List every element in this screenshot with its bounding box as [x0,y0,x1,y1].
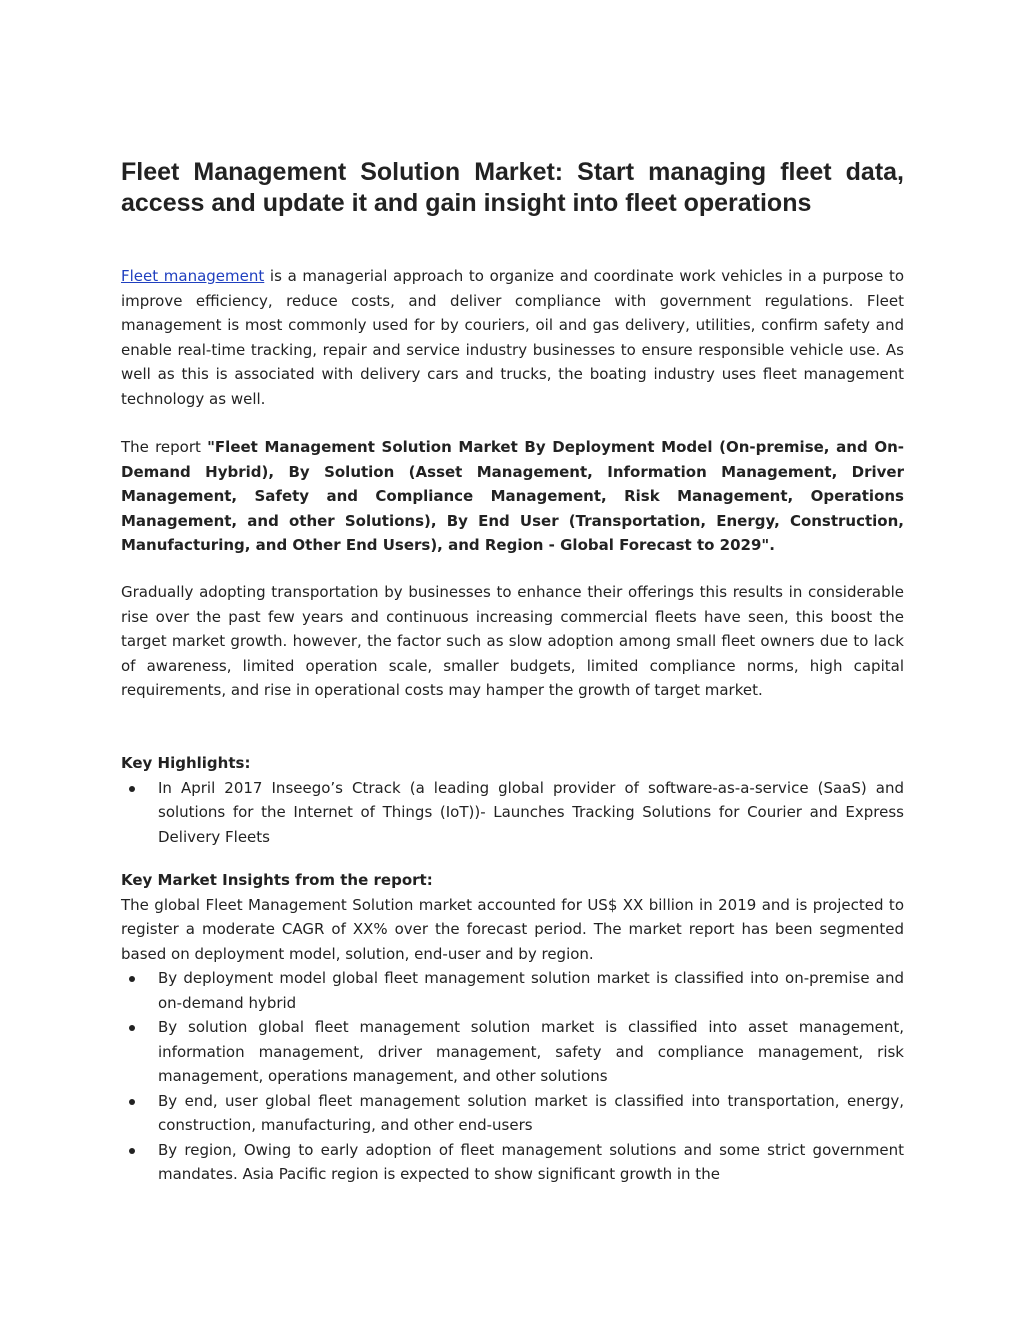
fleet-management-link[interactable]: Fleet management [121,267,265,285]
bullet-icon [129,1148,135,1154]
page-title: Fleet Management Solution Market: Start managing fleet data, access and update it and gain insight into fleet operations [121,158,904,217]
key-highlights-list [121,776,904,850]
bullet-icon [129,976,135,982]
key-highlights-section [121,751,904,849]
list-item [121,1138,904,1187]
list-item-text: By end, user global fleet management solution market is classified into transportation, energy, construction, manufacturing, and other end-users [158,1091,904,1134]
list-item-text: By solution global fleet management solution market is classified into asset management, information management, driver management, safety and compliance management, risk management, operations management, and other solutions [158,1018,904,1085]
list-item-text: In April 2017 Inseego’s Ctrack (a leading global provider of software-as-a-service (SaaS) and solutions for the Internet of Things (IoT))- Launches Tracking Solutions for Courier and Express Delivery Fleets [158,778,904,846]
report-title: "Fleet Management Solution Market By Deployment Model (On-premise, and On-Demand Hybrid), By Solution (Asset Management, Information Management, Driver Management, Safety and Compliance Management, Risk Management, Operations Management, and other Solutions), By End User (Transportation, Energy, Construction, Manufacturing, and Other End Users), and Region - Global Forecast to 2029". [121,438,904,554]
key-insights-list [121,966,904,1187]
list-item [121,966,904,1015]
market-growth-paragraph: Gradually adopting transportation by businesses to enhance their offerings this results in considerable rise over the past few years and continuous increasing commercial fleets have seen, this boost the target market growth. however, the factor such as slow adoption among small fleet owners due to lack of awareness, limited operation scale, smaller budgets, limited compliance norms, high capital requirements, and rise in operational costs may hamper the growth of target market. [121,583,904,699]
key-highlights-heading: Key Highlights: [121,754,251,772]
list-item-text: By deployment model global fleet management solution market is classified into on-premise and on-demand hybrid [158,969,904,1012]
key-insights-section [121,868,904,1187]
bullet-icon [129,786,135,792]
list-item [121,1089,904,1138]
report-prefix: The report [121,438,208,456]
key-insights-paragraph: The global Fleet Management Solution market accounted for US$ XX billion in 2019 and is projected to register a moderate CAGR of XX% over the forecast period. The market report has been segmented based on deployment model, solution, end-user and by region. [121,895,904,963]
bullet-icon [129,1025,135,1031]
intro-text: is a managerial approach to organize and coordinate work vehicles in a purpose to improve efficiency, reduce costs, and deliver compliance with government regulations. Fleet management is most commonly used for by couriers, oil and gas delivery, utilities, confirm safety and enable real-time tracking, repair and service industry businesses to ensure responsible vehicle use. As well as this is associated with delivery cars and trucks, the boating industry uses fleet management technology as well. [121,267,904,408]
list-item [121,1015,904,1089]
list-item [121,776,904,850]
bullet-icon [129,1099,135,1105]
key-insights-heading: Key Market Insights from the report: [121,871,433,889]
report-paragraph [121,435,904,558]
intro-paragraph [121,264,904,411]
list-item-text: By region, Owing to early adoption of fleet management solutions and some strict government mandates. Asia Pacific region is expected to show significant growth in the [158,1140,904,1183]
